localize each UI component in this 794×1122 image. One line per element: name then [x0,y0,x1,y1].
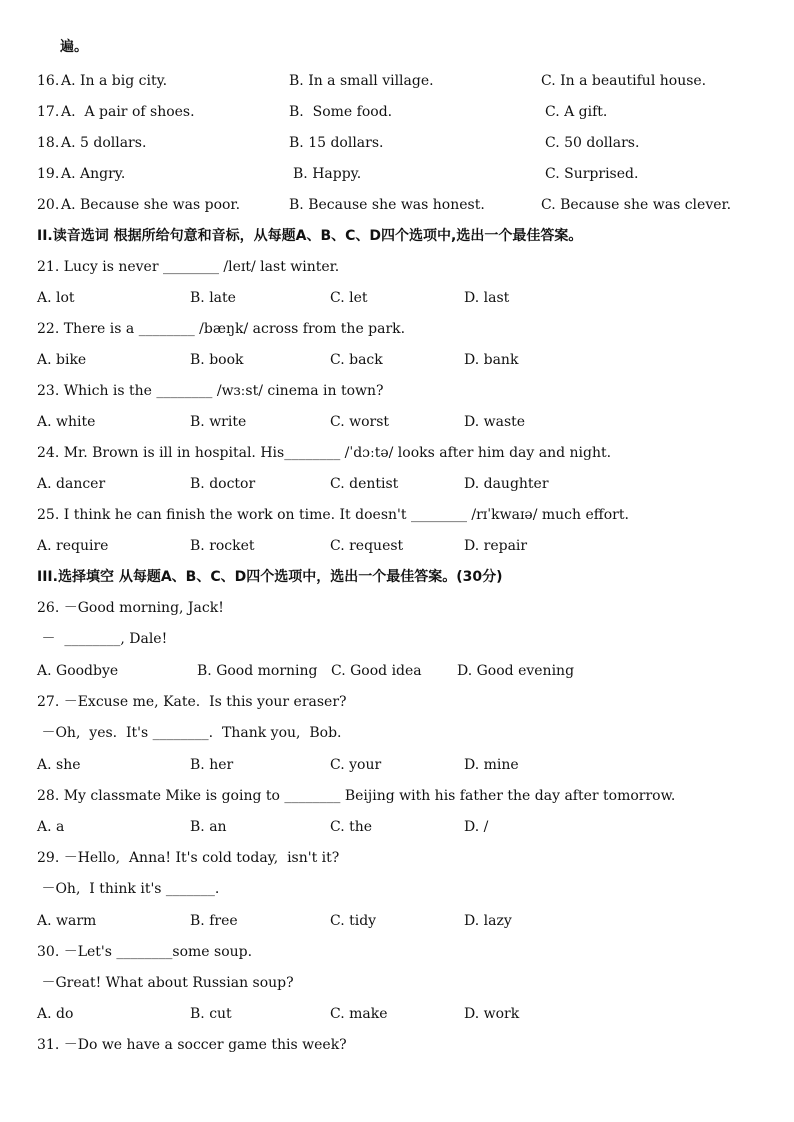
option-a: A. Because she was poor. [61,197,241,213]
option-c: C. back [330,352,383,368]
option-b: B. Good morning [197,663,318,679]
option-d: D. / [464,819,489,835]
option-a: A. warm [37,913,97,929]
option-c: C. Because she was clever. [541,197,732,213]
option-c: C. the [330,819,373,835]
option-b: B. Because she was honest. [289,197,485,213]
option-b: B. 15 dollars. [289,135,384,151]
dialogue-line-2: －Great! What about Russian soup? [37,975,294,991]
option-d: D. bank [464,352,519,368]
option-c: C. Surprised. [545,166,639,182]
option-b: B. doctor [190,476,256,492]
option-c: C. your [330,757,382,773]
option-a: A. white [37,414,96,430]
section-2-heading: II.读音选词 根据所给句意和音标，从每题A、B、C、D四个选项中,选出一个最佳答案。 [37,228,583,244]
question-number: 16. [37,73,60,89]
option-d: D. Good evening [457,663,575,679]
option-a: A. she [37,757,81,773]
option-b: B. free [190,913,238,929]
dialogue-line-1: 26. －Good morning, Jack! [37,600,224,616]
option-d: D. repair [464,538,528,554]
option-a: A. a [37,819,65,835]
option-b: B. In a small village. [289,73,434,89]
question-stem: 21. Lucy is never ________ /leɪt/ last winter. [37,259,340,275]
option-c: C. A gift. [545,104,608,120]
option-a: A. Goodbye [37,663,119,679]
question-stem: 25. I think he can finish the work on time. It doesn't ________ /rɪˈkwaɪə/ much effort. [37,507,629,523]
option-d: D. waste [464,414,526,430]
option-d: D. last [464,290,510,306]
option-b: B. her [190,757,234,773]
dialogue-line-1: 30. －Let's ________some soup. [37,944,253,960]
option-c: C. In a beautiful house. [541,73,707,89]
question-stem: 23. Which is the ________ /wɜːst/ cinema in town? [37,383,384,399]
option-b: B. Some food. [289,104,393,120]
option-a: A. lot [37,290,75,306]
dialogue-line-1: 31. －Do we have a soccer game this week? [37,1037,347,1053]
question-stem: 28. My classmate Mike is going to ________ Beijing with his father the day after tomorrow. [37,788,676,804]
option-b: B. Happy. [293,166,362,182]
option-a: A. bike [37,352,87,368]
option-a: A. In a big city. [61,73,168,89]
option-d: D. daughter [464,476,549,492]
option-c: C. let [330,290,368,306]
option-c: C. dentist [330,476,399,492]
option-c: C. worst [330,414,390,430]
option-b: B. late [190,290,236,306]
option-b: B. book [190,352,244,368]
question-number: 17. [37,104,60,120]
option-c: C. Good idea [331,663,422,679]
option-a: A. 5 dollars. [61,135,147,151]
dialogue-line-1: 27. －Excuse me, Kate. Is this your eraser? [37,694,347,710]
dialogue-line-2: －Oh, yes. It's ________. Thank you, Bob. [37,725,342,741]
question-number: 18. [37,135,60,151]
dialogue-line-1: 29. －Hello, Anna! It's cold today, isn't it? [37,850,340,866]
option-c: C. make [330,1006,388,1022]
option-a: A. Angry. [61,166,126,182]
dialogue-line-2: － ________, Dale! [37,631,168,647]
option-b: B. an [190,819,227,835]
question-stem: 22. There is a ________ /bæŋk/ across from the park. [37,321,406,337]
option-d: D. mine [464,757,519,773]
option-c: C. request [330,538,404,554]
question-number: 19. [37,166,60,182]
option-b: B. write [190,414,247,430]
option-d: D. work [464,1006,520,1022]
option-b: B. rocket [190,538,255,554]
option-d: D. lazy [464,913,512,929]
question-number: 20. [37,197,60,213]
option-a: A. A pair of shoes. [61,104,195,120]
option-b: B. cut [190,1006,232,1022]
option-c: C. 50 dollars. [545,135,640,151]
option-a: A. do [37,1006,74,1022]
section-3-heading: III.选择填空 从每题A、B、C、D四个选项中，选出一个最佳答案。(30分) [37,569,503,585]
dialogue-line-2: －Oh, I think it's _______. [37,881,220,897]
top-fragment: 遍。 [60,39,88,55]
question-stem: 24. Mr. Brown is ill in hospital. His________ /ˈdɔːtə/ looks after him day and night. [37,445,612,461]
option-c: C. tidy [330,913,377,929]
option-a: A. dancer [37,476,106,492]
option-a: A. require [37,538,109,554]
